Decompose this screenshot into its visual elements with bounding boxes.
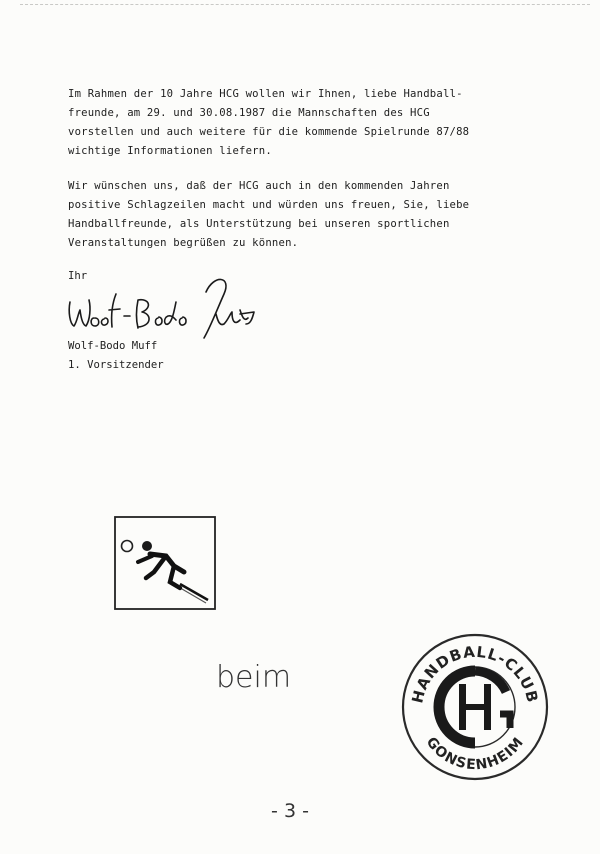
advert-word: beim xyxy=(216,660,292,695)
signer-name: Wolf-Bodo Muff xyxy=(68,340,158,352)
text-line: Veranstaltungen begrüßen zu können. xyxy=(68,237,299,249)
page-top-edge xyxy=(20,4,590,5)
text-line: vorstellen und auch weitere für die kommende Spielrunde 87/88 xyxy=(68,126,470,138)
paragraph-intro xyxy=(68,85,538,161)
closing-salutation: Ihr xyxy=(68,270,88,282)
handball-player-icon xyxy=(114,516,216,610)
text-line: freunde, am 29. und 30.08.1987 die Mannschaften des HCG xyxy=(68,107,430,119)
text-line: positive Schlagzeilen macht und würden uns freuen, Sie, liebe xyxy=(68,199,470,211)
text-line: Handballfreunde, als Unterstützung bei unseren sportlichen xyxy=(68,218,450,230)
seal-bottom-text: GONSENHEIM xyxy=(422,734,528,774)
text-line: wichtige Informationen liefern. xyxy=(68,145,272,157)
seal-top-text: HANDBALL-CLUB xyxy=(408,642,542,705)
page-number: - 3 - xyxy=(271,800,309,822)
handwritten-signature xyxy=(64,272,259,342)
svg-text:GONSENHEIM xyxy=(423,734,528,773)
text-line: Wir wünschen uns, daß der HCG auch in den kommenden Jahren xyxy=(68,180,450,192)
club-seal-icon xyxy=(400,632,550,782)
paragraph-wishes xyxy=(68,177,538,253)
signer-block xyxy=(68,337,164,375)
signer-title: 1. Vorsitzender xyxy=(68,359,164,371)
text-line: Im Rahmen der 10 Jahre HCG wollen wir Ihnen, liebe Handball- xyxy=(68,88,463,100)
